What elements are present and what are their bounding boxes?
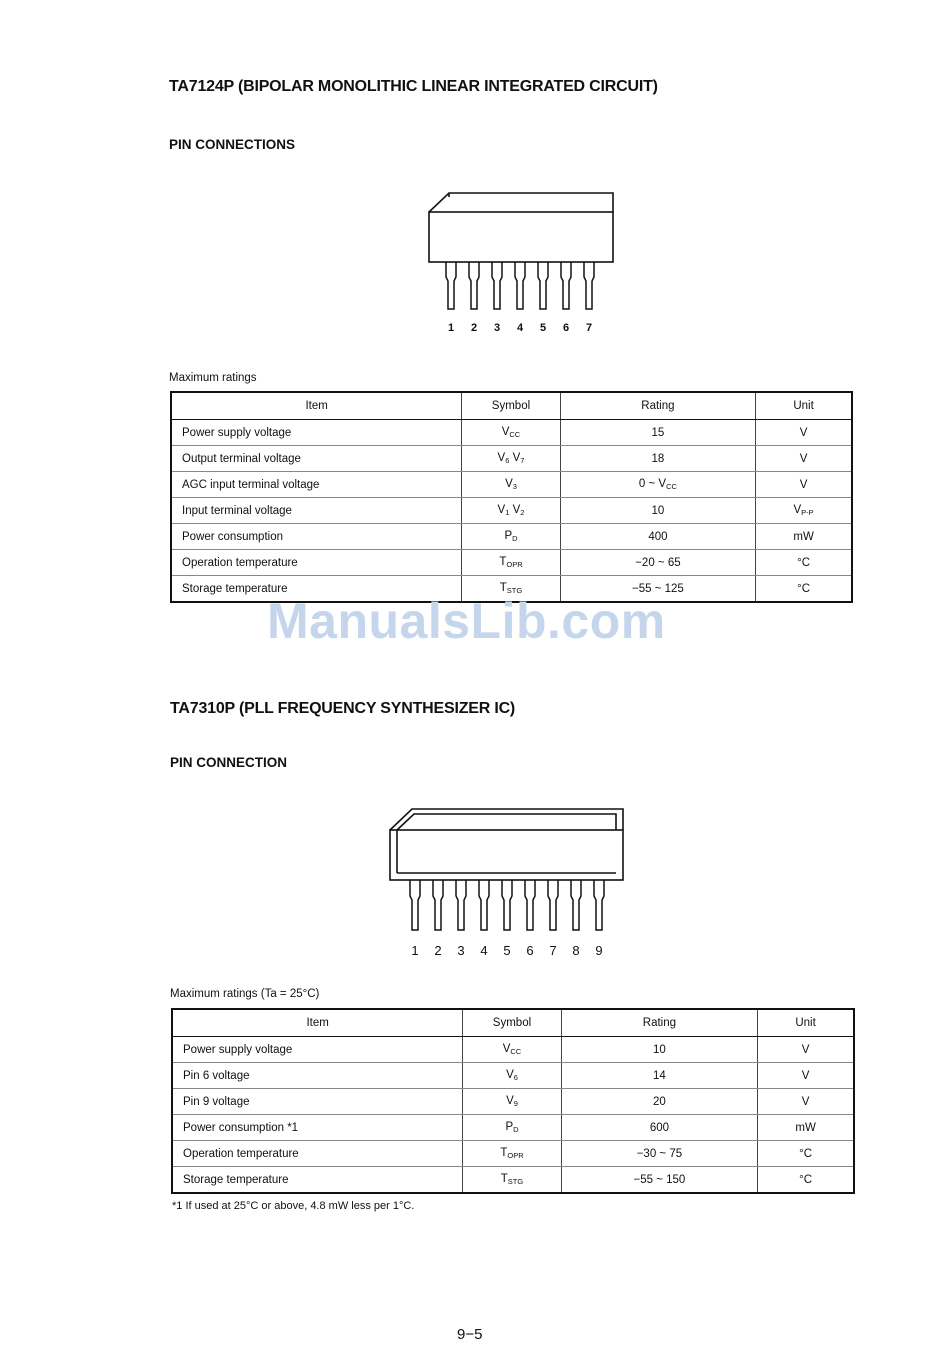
header-unit: Unit xyxy=(756,392,852,420)
table-header-row xyxy=(172,1009,854,1037)
pin-number: 5 xyxy=(539,322,547,334)
unit-cell: °C xyxy=(758,1167,854,1194)
ta7124p-package-diagram xyxy=(420,185,620,315)
header-symbol: Symbol xyxy=(462,392,560,420)
unit-cell: V xyxy=(756,420,852,446)
symbol-cell: $V_1$ $V_2$ xyxy=(462,498,560,524)
section2-ratings-caption: Maximum ratings (Ta = 25°C) xyxy=(170,988,320,1000)
table-row xyxy=(172,1089,854,1115)
table-row xyxy=(172,1063,854,1089)
symbol-cell: $T_{OPR}$ xyxy=(463,1141,561,1167)
ic-pin xyxy=(433,880,443,930)
pin-number: 3 xyxy=(493,322,501,334)
symbol-cell: $T_{STG}$ xyxy=(462,576,560,603)
header-rating: Rating xyxy=(560,392,756,420)
rating-cell: −20 ~ 65 xyxy=(560,550,756,576)
unit-cell: °C xyxy=(758,1141,854,1167)
page-number: 9−5 xyxy=(457,1326,483,1343)
pin-number: 6 xyxy=(562,322,570,334)
section2-footnote: *1 If used at 25°C or above, 4.8 mW less per 1°C. xyxy=(172,1200,415,1212)
symbol-cell: $T_{OPR}$ xyxy=(462,550,560,576)
item-cell: Operation temperature xyxy=(172,1141,463,1167)
section1-pin-heading: PIN CONNECTIONS xyxy=(169,137,296,152)
manualslib-watermark: ManualsLib.com xyxy=(267,593,666,649)
pin-number: 1 xyxy=(447,322,455,334)
symbol-cell: $V_3$ xyxy=(462,472,560,498)
item-cell: Power supply voltage xyxy=(172,1037,463,1063)
unit-cell: °C xyxy=(756,576,852,603)
rating-cell: −55 ~ 150 xyxy=(561,1167,758,1194)
rating-cell: −55 ~ 125 xyxy=(560,576,756,603)
symbol-cell: $V_{CC}$ xyxy=(462,420,560,446)
rating-cell: 400 xyxy=(560,524,756,550)
ta7310p-package-diagram xyxy=(385,800,630,940)
rating-cell: 15 xyxy=(560,420,756,446)
table-row xyxy=(172,1167,854,1194)
ic-pin xyxy=(410,880,420,930)
item-cell: Power supply voltage xyxy=(171,420,462,446)
rating-cell: 10 xyxy=(561,1037,758,1063)
rating-cell: 0 ~ $V_{CC}$ xyxy=(560,472,756,498)
unit-cell: °C xyxy=(756,550,852,576)
header-rating: Rating xyxy=(561,1009,758,1037)
table-row xyxy=(171,420,852,446)
unit-cell: V xyxy=(756,446,852,472)
table-row xyxy=(172,1037,854,1063)
table-row xyxy=(172,1141,854,1167)
pin-number: 3 xyxy=(457,943,465,958)
ic-pin xyxy=(515,262,525,309)
ic-pin xyxy=(561,262,571,309)
table-row xyxy=(171,524,852,550)
rating-cell: 20 xyxy=(561,1089,758,1115)
item-cell: Power consumption *1 xyxy=(172,1115,463,1141)
ic-pin xyxy=(502,880,512,930)
ic-pin xyxy=(548,880,558,930)
header-item: Item xyxy=(172,1009,463,1037)
pin-number: 4 xyxy=(516,322,524,334)
pin-number: 4 xyxy=(480,943,488,958)
table-row xyxy=(172,1115,854,1141)
pin-number: 1 xyxy=(411,943,419,958)
ta7124p-pin-numbers xyxy=(420,322,620,338)
symbol-cell: $V_6$ $V_7$ xyxy=(462,446,560,472)
table-row xyxy=(171,472,852,498)
pin-number: 7 xyxy=(549,943,557,958)
item-cell: Input terminal voltage xyxy=(171,498,462,524)
ic-pin xyxy=(594,880,604,930)
table-row xyxy=(171,550,852,576)
section2-pin-heading: PIN CONNECTION xyxy=(170,755,288,770)
rating-cell: −30 ~ 75 xyxy=(561,1141,758,1167)
item-cell: Pin 6 voltage xyxy=(172,1063,463,1089)
ta7310p-pin-numbers xyxy=(385,943,630,961)
section2-title: TA7310P (PLL FREQUENCY SYNTHESIZER IC) xyxy=(170,700,516,717)
ic-pin xyxy=(525,880,535,930)
unit-cell: V xyxy=(758,1037,854,1063)
unit-cell: $V_{P-P}$ xyxy=(756,498,852,524)
ta7310p-ratings-table xyxy=(171,1008,855,1194)
header-unit: Unit xyxy=(758,1009,854,1037)
ic-pin xyxy=(492,262,502,309)
rating-cell: 14 xyxy=(561,1063,758,1089)
pin-number: 2 xyxy=(434,943,442,958)
pin-number: 7 xyxy=(585,322,593,334)
ic-pin xyxy=(584,262,594,309)
item-cell: Operation temperature xyxy=(171,550,462,576)
ic-pin xyxy=(469,262,479,309)
table-header-row xyxy=(171,392,852,420)
unit-cell: V xyxy=(756,472,852,498)
ic-pin xyxy=(446,262,456,309)
pin-number: 6 xyxy=(526,943,534,958)
symbol-cell: $T_{STG}$ xyxy=(463,1167,561,1194)
pin-number: 5 xyxy=(503,943,511,958)
symbol-cell: $P_D$ xyxy=(463,1115,561,1141)
pin-number: 8 xyxy=(572,943,580,958)
ic-pin xyxy=(479,880,489,930)
section1-ratings-caption: Maximum ratings xyxy=(169,372,257,384)
table-row xyxy=(171,446,852,472)
pin-number: 2 xyxy=(470,322,478,334)
symbol-cell: $V_{CC}$ xyxy=(463,1037,561,1063)
ta7124p-ratings-table xyxy=(170,391,853,603)
unit-cell: mW xyxy=(756,524,852,550)
section1-title: TA7124P (BIPOLAR MONOLITHIC LINEAR INTEGRATED CIRCUIT) xyxy=(169,78,658,95)
unit-cell: V xyxy=(758,1063,854,1089)
ic-pin xyxy=(538,262,548,309)
unit-cell: mW xyxy=(758,1115,854,1141)
item-cell: Storage temperature xyxy=(171,576,462,603)
item-cell: Output terminal voltage xyxy=(171,446,462,472)
table-row xyxy=(171,498,852,524)
item-cell: Power consumption xyxy=(171,524,462,550)
item-cell: Pin 9 voltage xyxy=(172,1089,463,1115)
rating-cell: 18 xyxy=(560,446,756,472)
header-symbol: Symbol xyxy=(463,1009,561,1037)
header-item: Item xyxy=(171,392,462,420)
symbol-cell: $V_6$ xyxy=(463,1063,561,1089)
unit-cell: V xyxy=(758,1089,854,1115)
item-cell: AGC input terminal voltage xyxy=(171,472,462,498)
ic-pin xyxy=(571,880,581,930)
rating-cell: 600 xyxy=(561,1115,758,1141)
rating-cell: 10 xyxy=(560,498,756,524)
symbol-cell: $V_9$ xyxy=(463,1089,561,1115)
ic-pin xyxy=(456,880,466,930)
item-cell: Storage temperature xyxy=(172,1167,463,1194)
pin-number: 9 xyxy=(595,943,603,958)
symbol-cell: $P_D$ xyxy=(462,524,560,550)
